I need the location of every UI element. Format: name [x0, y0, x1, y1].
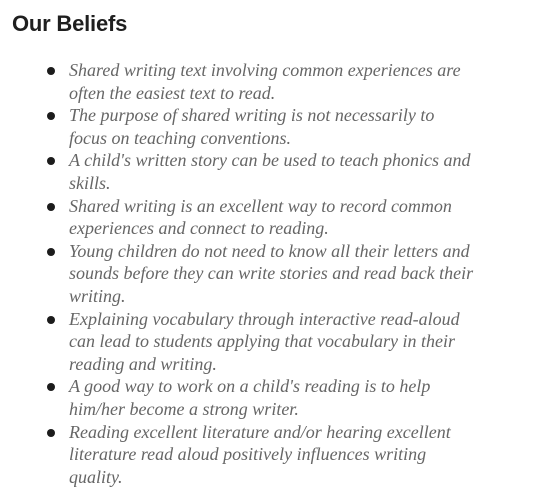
belief-line: reading and writing.: [69, 353, 217, 374]
belief-line: Young children do not need to know all their letters and: [69, 240, 470, 261]
list-item: [0, 421, 545, 489]
list-item: [0, 59, 545, 104]
bullet-icon: [47, 157, 55, 165]
belief-line: A child's written story can be used to teach phonics and: [69, 150, 471, 171]
belief-line: focus on teaching conventions.: [69, 127, 291, 148]
list-item: [0, 375, 545, 420]
beliefs-list: [0, 59, 545, 488]
bullet-icon: [47, 316, 55, 324]
belief-line: skills.: [69, 172, 111, 193]
belief-line: writing.: [69, 285, 126, 306]
belief-text: [69, 195, 519, 240]
bullet-icon: [47, 383, 55, 391]
belief-line: experiences and connect to reading.: [69, 218, 329, 239]
belief-line: Reading excellent literature and/or hearing excellent: [69, 421, 451, 442]
belief-text: [69, 375, 519, 420]
bullet-icon: [47, 67, 55, 75]
belief-text: [69, 149, 519, 194]
list-item: [0, 240, 545, 308]
belief-text: [69, 421, 519, 489]
belief-line: The purpose of shared writing is not necessarily to: [69, 105, 435, 126]
belief-line: Shared writing is an excellent way to record common: [69, 195, 452, 216]
bullet-icon: [47, 203, 55, 211]
belief-line: can lead to students applying that vocabulary in their: [69, 331, 455, 352]
belief-text: [69, 240, 519, 308]
belief-line: often the easiest text to read.: [69, 82, 276, 103]
bullet-icon: [47, 248, 55, 256]
belief-line: him/her become a strong writer.: [69, 398, 299, 419]
belief-line: Explaining vocabulary through interactive read-aloud: [69, 308, 460, 329]
bullet-icon: [47, 429, 55, 437]
belief-line: quality.: [69, 466, 123, 487]
belief-text: [69, 104, 519, 149]
belief-text: [69, 308, 519, 376]
list-item: [0, 308, 545, 376]
list-item: [0, 149, 545, 194]
belief-line: Shared writing text involving common experiences are: [69, 60, 461, 80]
bullet-icon: [47, 112, 55, 120]
belief-text: [69, 59, 519, 104]
section-title: Our Beliefs: [12, 11, 128, 36]
belief-line: sounds before they can write stories and read back their: [69, 263, 474, 284]
belief-line: literature read aloud positively influences writing: [69, 444, 427, 465]
list-item: [0, 104, 545, 149]
list-item: [0, 195, 545, 240]
belief-line: A good way to work on a child's reading is to help: [69, 376, 431, 397]
